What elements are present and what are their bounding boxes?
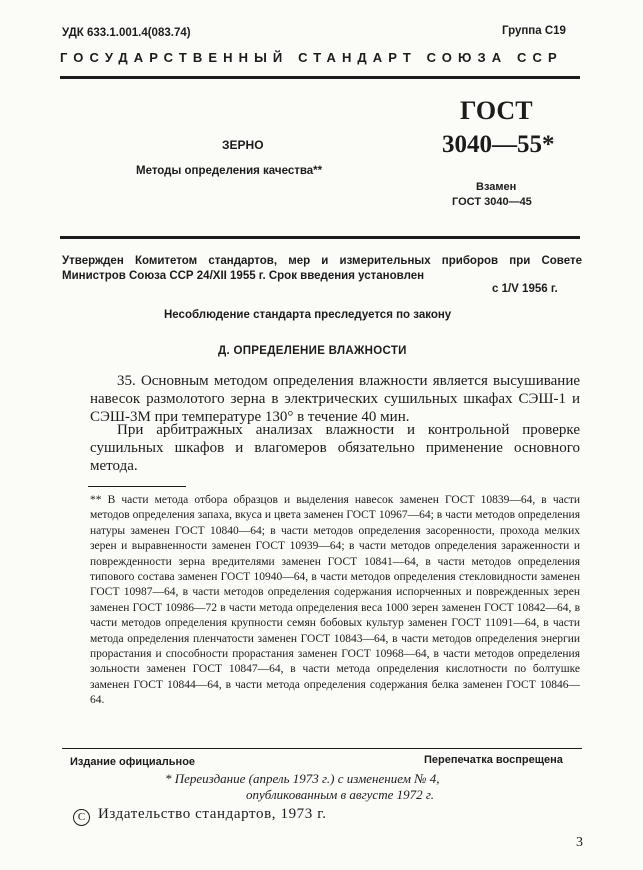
group-code: Группа С19 [502, 25, 566, 37]
legal-notice: Несоблюдение стандарта преследуется по закону [164, 309, 452, 321]
gost-number: 3040—55* [442, 131, 555, 158]
official-edition: Издание официальное [70, 756, 196, 768]
replaced-standard: ГОСТ 3040—45 [452, 196, 532, 208]
udk-code: УДК 633.1.001.4(083.74) [62, 27, 191, 39]
page-number: 3 [576, 835, 583, 850]
document-subtitle: Методы определения качества** [136, 165, 323, 177]
footnote: ** В части метода отбора образцов и выделения навесок заменен ГОСТ 10839—64, в части методов определения запаха, вкуса и цвета заменен ГОСТ 10967—64; в части методов определения натуры заменен ГОСТ 10840—64; в части методов определения засоренности, прохода мелких зерен и выравненности заменен ГОСТ 10939—64; в части методов определения зараженности и поврежденности зерна вредителями заменен ГОСТ 10841—64, в части методов определения типового состава заменен ГОСТ 10940—64, в части методов определения стекловидности заменен ГОСТ 10987—64, в части методов определения содержания испорченных и поврежденных зерен заменен ГОСТ 10986—72 в части метода определения веса 1000 зерен заменен ГОСТ 10842—64, в части методов определения крупности семян бобовых культур заменен ГОСТ 11091—64, в части метода определения пленчатости заменен ГОСТ 10843—64, в части методов определения энергии прорастания и способности прорастания заменен ГОСТ 10968—64, в части методов определения зольности заменен ГОСТ 10847—64, в части метода определения кислотности по болтушке заменен ГОСТ 10844—64, в части метода определения содержания белка заменен ГОСТ 10846—64. [90, 494, 580, 707]
title-rule [60, 236, 580, 239]
reissue-note-line1: * Переиздание (апрель 1973 г.) с изменением № 4, [165, 771, 440, 786]
gost-label: ГОСТ [460, 96, 533, 125]
reprint-prohibited: Перепечатка воспрещена [424, 754, 563, 766]
document-subject: ЗЕРНО [222, 138, 264, 152]
copyright-icon: C [73, 809, 90, 826]
footnote-rule [88, 486, 186, 487]
copyright-text: Издательство стандартов, 1973 г. [98, 806, 327, 822]
approval-text: Утвержден Комитетом стандартов, мер и измерительных приборов при Совете Министров Союза ССР 24/XII 1955 г. Срок введения установлен [62, 255, 582, 282]
effective-date: с 1/V 1956 г. [492, 283, 558, 295]
replaces-label: Взамен [476, 181, 517, 193]
paragraph-arbitration: При арбитражных анализах влажности и контрольной проверке сушильных шкафов и влагомеров обязательно применение основного метода. [90, 422, 580, 475]
government-standard-heading: ГОСУДАРСТВЕННЫЙ СТАНДАРТ СОЮЗА ССР [60, 50, 563, 65]
header-rule [60, 76, 580, 79]
reissue-note-line2: опубликованным в августе 1972 г. [246, 787, 434, 802]
section-title: Д. ОПРЕДЕЛЕНИЕ ВЛАЖНОСТИ [218, 345, 407, 357]
bottom-rule [62, 748, 582, 749]
paragraph-35: 35. Основным методом определения влажности является высушивание навесок размолотого зерна в электрических сушильных шкафах СЭШ-1 и СЭШ-3М при температуре 130° в течение 40 мин. [90, 373, 580, 426]
